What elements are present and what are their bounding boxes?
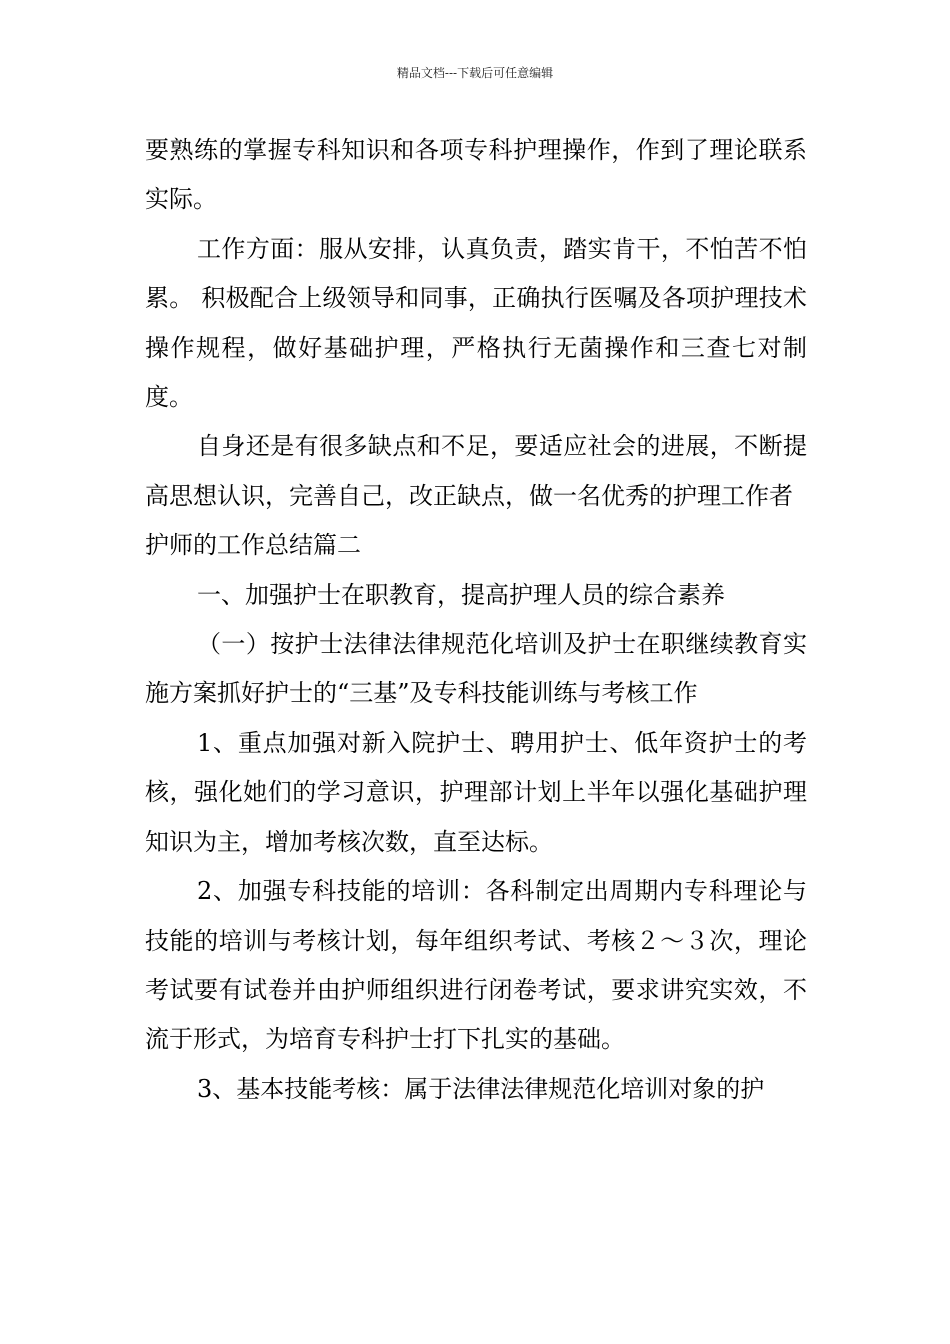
paragraph-6: 1、重点加强对新入院护士、聘用护士、低年资护士的考核，强化她们的学习意识，护理部计划上半年以强化基础护理知识为主，增加考核次数，直至达标。	[145, 728, 807, 856]
paragraph-8: 3、基本技能考核：属于法律法律规范化培训对象的护	[197, 1074, 765, 1103]
section-heading: 护师的工作总结篇二	[145, 531, 361, 560]
page-header: 精品文档---下载后可任意编辑	[396, 66, 554, 80]
paragraph-7: 2、加强专科技能的培训：各科制定出周期内专科理论与技能的培训与考核计划，每年组织考试、考核２～３次，理论考试要有试卷并由护师组织进行闭卷考试，要求讲究实效，不流于形式，为培育专科护士打下扎实的基础。	[145, 877, 807, 1054]
paragraph-4: 一、加强护士在职教育，提高护理人员的综合素养	[197, 580, 725, 609]
paragraph-1: 要熟练的掌握专科知识和各项专科护理操作，作到了理论联系实际。	[145, 136, 807, 214]
paragraph-3: 自身还是有很多缺点和不足，要适应社会的进展，不断提高思想认识，完善自己，改正缺点，做一名优秀的护理工作者	[145, 432, 807, 510]
document-body	[145, 126, 807, 1114]
paragraph-5: （一）按护士法律法律规范化培训及护士在职继续教育实施方案抓好护士的“三基”及专科技能训练与考核工作	[145, 630, 807, 708]
paragraph-2: 工作方面：服从安排，认真负责，踏实肯干，不怕苦不怕累。 积极配合上级领导和同事，正确执行医嘱及各项护理技术操作规程，做好基础护理，严格执行无菌操作和三查七对制度。	[145, 234, 807, 412]
